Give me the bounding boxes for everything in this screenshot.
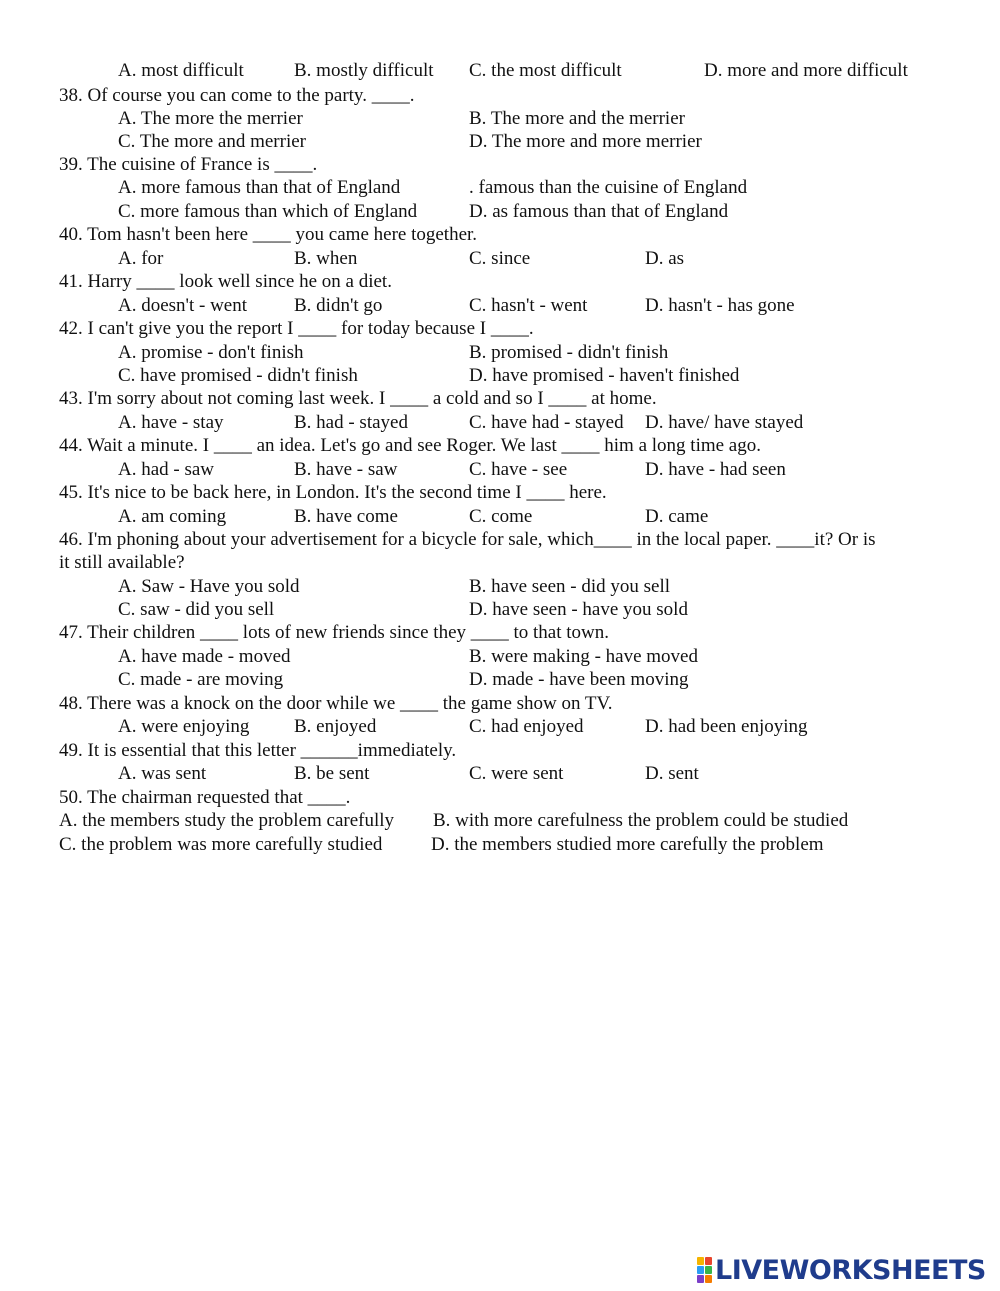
question-44-stem: 44. Wait a minute. I ____ an idea. Let's go and see Roger. We last ____ him a long time ago. xyxy=(59,435,761,456)
question-43-stem: 43. I'm sorry about not coming last week. I ____ a cold and so I ____ at home. xyxy=(59,388,657,409)
q40-option-c[interactable]: C. since xyxy=(469,248,531,269)
q50-option-d[interactable]: D. the members studied more carefully the problem xyxy=(431,834,824,855)
q46-option-c[interactable]: C. saw - did you sell xyxy=(118,599,275,620)
question-47-options-row1 xyxy=(0,645,1000,668)
logo-blocks-icon xyxy=(697,1257,712,1283)
q43-option-a[interactable]: A. have - stay xyxy=(118,412,224,433)
q49-option-d[interactable]: D. sent xyxy=(645,763,699,784)
question-42-stem: 42. I can't give you the report I ____ for today because I ____. xyxy=(59,318,534,339)
question-47-stem: 47. Their children ____ lots of new friends since they ____ to that town. xyxy=(59,622,610,643)
q39-option-b[interactable]: . famous than the cuisine of England xyxy=(469,177,748,198)
q39-option-c[interactable]: C. more famous than which of England xyxy=(118,201,418,222)
q43-option-b[interactable]: B. had - stayed xyxy=(294,412,408,433)
question-38-options-row1 xyxy=(0,107,1000,130)
q44-option-b[interactable]: B. have - saw xyxy=(294,459,398,480)
q39-option-a[interactable]: A. more famous than that of England xyxy=(118,177,401,198)
q45-option-c[interactable]: C. come xyxy=(469,506,533,527)
question-42-options-row1 xyxy=(0,341,1000,364)
q49-option-a[interactable]: A. was sent xyxy=(118,763,207,784)
question-46-stem-line2: it still available? xyxy=(59,552,185,573)
q42-option-a[interactable]: A. promise - don't finish xyxy=(118,342,304,363)
q50-option-a[interactable]: A. the members study the problem carefully xyxy=(59,810,395,831)
q40-option-b[interactable]: B. when xyxy=(294,248,358,269)
question-39-options-row2 xyxy=(0,200,1000,223)
q47-option-d[interactable]: D. made - have been moving xyxy=(469,669,689,690)
question-42-options-row2 xyxy=(0,364,1000,387)
q46-option-b[interactable]: B. have seen - did you sell xyxy=(469,576,671,597)
q39-option-d[interactable]: D. as famous than that of England xyxy=(469,201,729,222)
q41-option-b[interactable]: B. didn't go xyxy=(294,295,383,316)
q38-option-b[interactable]: B. The more and the merrier xyxy=(469,108,685,129)
question-50-stem: 50. The chairman requested that ____. xyxy=(59,787,351,808)
q44-option-c[interactable]: C. have - see xyxy=(469,459,568,480)
q40-option-a[interactable]: A. for xyxy=(118,248,164,269)
q48-option-d[interactable]: D. had been enjoying xyxy=(645,716,808,737)
q37-option-b[interactable]: B. mostly difficult xyxy=(294,60,434,81)
q42-option-b[interactable]: B. promised - didn't finish xyxy=(469,342,669,363)
q48-option-a[interactable]: A. were enjoying xyxy=(118,716,250,737)
question-47-options-row2 xyxy=(0,668,1000,691)
liveworksheets-logo xyxy=(697,1255,986,1285)
q50-option-c[interactable]: C. the problem was more carefully studied xyxy=(59,834,383,855)
q42-option-c[interactable]: C. have promised - didn't finish xyxy=(118,365,358,386)
question-44-options xyxy=(0,458,1000,481)
q45-option-a[interactable]: A. am coming xyxy=(118,506,227,527)
question-39-stem: 39. The cuisine of France is ____. xyxy=(59,154,318,175)
q44-option-d[interactable]: D. have - had seen xyxy=(645,459,786,480)
q38-option-d[interactable]: D. The more and more merrier xyxy=(469,131,702,152)
question-46-options-row2 xyxy=(0,598,1000,621)
q49-option-b[interactable]: B. be sent xyxy=(294,763,370,784)
question-41-stem: 41. Harry ____ look well since he on a diet. xyxy=(59,271,392,292)
q47-option-c[interactable]: C. made - are moving xyxy=(118,669,284,690)
q43-option-d[interactable]: D. have/ have stayed xyxy=(645,412,804,433)
q46-option-a[interactable]: A. Saw - Have you sold xyxy=(118,576,300,597)
q48-option-b[interactable]: B. enjoyed xyxy=(294,716,377,737)
q46-option-d[interactable]: D. have seen - have you sold xyxy=(469,599,688,620)
q49-option-c[interactable]: C. were sent xyxy=(469,763,564,784)
q37-option-c[interactable]: C. the most difficult xyxy=(469,60,622,81)
question-45-stem: 45. It's nice to be back here, in London. It's the second time I ____ here. xyxy=(59,482,607,503)
question-41-options xyxy=(0,294,1000,317)
q45-option-b[interactable]: B. have come xyxy=(294,506,398,527)
logo-block xyxy=(705,1275,712,1283)
question-46-stem-line1: 46. I'm phoning about your advertisement for a bicycle for sale, which____ in the local paper. ____it? Or is xyxy=(59,529,876,550)
q43-option-c[interactable]: C. have had - stayed xyxy=(469,412,624,433)
q37-option-d[interactable]: D. more and more difficult xyxy=(704,60,908,81)
q47-option-a[interactable]: A. have made - moved xyxy=(118,646,291,667)
q41-option-a[interactable]: A. doesn't - went xyxy=(118,295,248,316)
question-46-options-row1 xyxy=(0,575,1000,598)
q38-option-a[interactable]: A. The more the merrier xyxy=(118,108,303,129)
q38-option-c[interactable]: C. The more and merrier xyxy=(118,131,306,152)
q40-option-d[interactable]: D. as xyxy=(645,248,685,269)
q41-option-d[interactable]: D. hasn't - has gone xyxy=(645,295,795,316)
q47-option-b[interactable]: B. were making - have moved xyxy=(469,646,698,667)
q48-option-c[interactable]: C. had enjoyed xyxy=(469,716,584,737)
logo-text: LIVEWORKSHEETS xyxy=(715,1254,986,1286)
logo-block xyxy=(697,1275,704,1283)
logo-block xyxy=(697,1266,704,1274)
q41-option-c[interactable]: C. hasn't - went xyxy=(469,295,588,316)
q37-option-a[interactable]: A. most difficult xyxy=(118,60,244,81)
question-49-stem: 49. It is essential that this letter ______immediately. xyxy=(59,740,457,761)
question-43-options xyxy=(0,411,1000,434)
question-50-options-row2 xyxy=(0,833,1000,856)
question-40-stem: 40. Tom hasn't been here ____ you came here together. xyxy=(59,224,478,245)
question-37-options xyxy=(0,59,1000,82)
question-38-options-row2 xyxy=(0,130,1000,153)
q44-option-a[interactable]: A. had - saw xyxy=(118,459,215,480)
q42-option-d[interactable]: D. have promised - haven't finished xyxy=(469,365,740,386)
q45-option-d[interactable]: D. came xyxy=(645,506,709,527)
question-48-stem: 48. There was a knock on the door while we ____ the game show on TV. xyxy=(59,693,613,714)
logo-block xyxy=(705,1266,712,1274)
question-49-options xyxy=(0,762,1000,785)
q50-option-b[interactable]: B. with more carefulness the problem could be studied xyxy=(433,810,849,831)
question-39-options-row1 xyxy=(0,176,1000,199)
question-45-options xyxy=(0,505,1000,528)
question-40-options xyxy=(0,247,1000,270)
question-38-stem: 38. Of course you can come to the party. ____. xyxy=(59,85,415,106)
question-48-options xyxy=(0,715,1000,738)
question-50-options-row1 xyxy=(0,809,1000,832)
logo-block xyxy=(705,1257,712,1265)
logo-block xyxy=(697,1257,704,1265)
